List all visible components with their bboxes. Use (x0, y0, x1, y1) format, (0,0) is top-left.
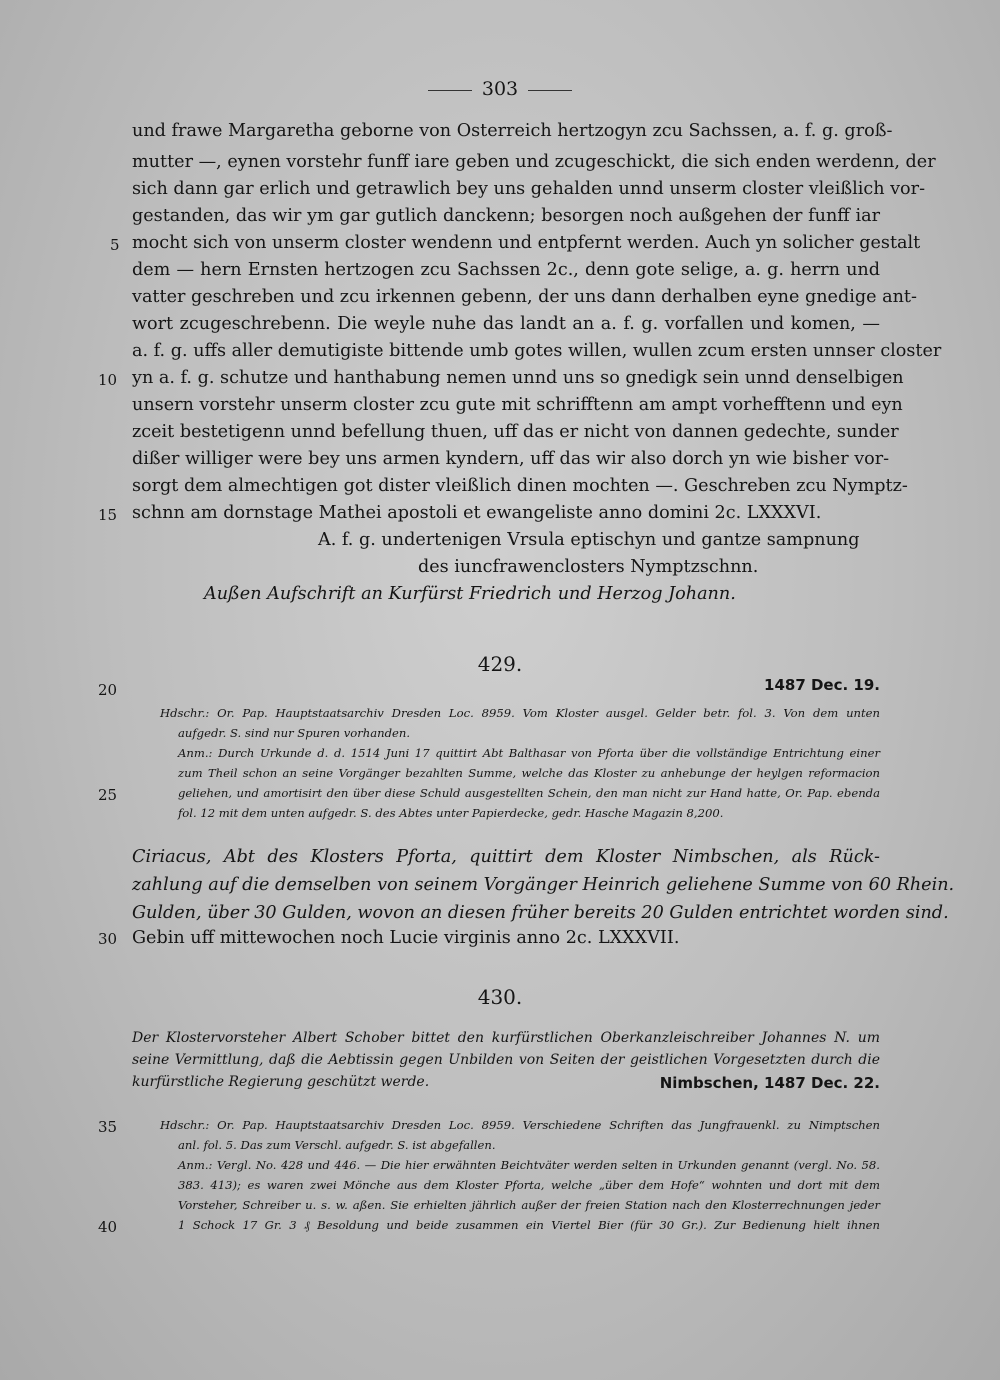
body-line: mocht sich von unserm closter wendenn und entpfernt werden. Auch yn solicher gestalt (132, 233, 921, 253)
body-line: mutter —, eynen vorstehr funff iare geben und zcugeschickt, die sich enden werdenn, der (132, 152, 936, 172)
rule-right (528, 90, 572, 91)
body-line: unsern vorstehr unserm closter zcu gute mit schrifftenn am ampt vorhefftenn und eyn (132, 395, 903, 415)
document-number-429: 429. (477, 652, 523, 676)
body-line: schnn am dornstage Mathei apostoli et ewangeliste anno domini 2c. LXXXVI. (132, 503, 822, 523)
document-place-date-430: Nimbschen, 1487 Dec. 22. (659, 1074, 880, 1092)
regest-line: zahlung auf die demselben von seinem Vorgänger Heinrich geliehene Summe von 60 Rhein. (132, 875, 955, 895)
signature-line: A. f. g. undertenigen Vrsula eptischyn und gantze sampnung (318, 530, 860, 550)
regest-line: Gulden, über 30 Gulden, wovon an diesen früher bereits 20 Gulden entrichtet worden sind. (132, 903, 949, 923)
address-line: Außen Aufschrift an Kurfürst Friedrich und Herzog Johann. (204, 584, 736, 604)
archive-note: Hdschr.: Or. Pap. Hauptstaatsarchiv Dresden Loc. 8959. Verschiedene Schriften das Jungfrauenkl. zu Nimptschen (160, 1118, 880, 1132)
annotation-note: Anm.: Durch Urkunde d. d. 1514 Juni 17 quittirt Abt Balthasar von Pforta über die vollständige Entrichtung einer (178, 746, 880, 760)
body-line: a. f. g. uffs aller demutigiste bittende umb gotes willen, wullen zcum ersten unnser closter (132, 341, 942, 361)
line-number: 30 (98, 930, 118, 948)
annotation-note: zum Theil schon an seine Vorgänger bezahlten Summe, welche das Kloster zu anhebunge der heylgen reformacion (178, 766, 880, 780)
body-line: sich dann gar erlich und getrawlich bey uns gehalden unnd unserm closter vleißlich vor- (132, 179, 926, 199)
line-number: 25 (98, 786, 118, 804)
annotation-note: geliehen, und amortisirt den über diese Schuld ausgestellten Schein, den man nicht zur Hand hatte, Or. Pap. ebenda (178, 786, 880, 800)
body-line: zceit bestetigenn unnd befellung thuen, uff das er nicht von dannen gedechte, sunder (132, 422, 899, 442)
regest-line: seine Vermittlung, daß die Aebtissin gegen Unbilden von Seiten der geistlichen Vorgesetzten durch die (132, 1052, 880, 1068)
annotation-note: fol. 12 mit dem unten aufgedr. S. des Abtes unter Papierdecke, gedr. Hasche Magazin 8,200. (178, 806, 724, 820)
archive-note: Hdschr.: Or. Pap. Hauptstaatsarchiv Dresden Loc. 8959. Vom Kloster ausgel. Gelder betr. fol. 3. Von dem unten (160, 706, 880, 720)
line-number: 10 (98, 371, 118, 389)
body-line: gestanden, das wir ym gar gutlich danckenn; besorgen noch außgehen der funff iar (132, 206, 880, 226)
document-number-430: 430. (477, 985, 523, 1009)
body-line: wort zcugeschrebenn. Die weyle nuhe das landt an a. f. g. vorfallen und komen, — (132, 314, 880, 334)
body-line: vatter geschreben und zcu irkennen gebenn, der uns dann derhalben eyne gnedige ant- (132, 287, 917, 307)
closing-line: Gebin uff mittewochen noch Lucie virginis anno 2c. LXXXVII. (132, 928, 680, 948)
line-number: 35 (98, 1118, 118, 1136)
body-line: sorgt dem almechtigen got dister vleißlich dinen mochten —. Geschreben zcu Nymptz- (132, 476, 908, 496)
signature-line: des iuncfrawenclosters Nymptzschnn. (418, 557, 759, 577)
line-number: 20 (98, 681, 118, 699)
body-line: yn a. f. g. schutze und hanthabung nemen unnd uns so gnedigk sein unnd denselbigen (132, 368, 904, 388)
document-date-429: 1487 Dec. 19. (764, 676, 880, 694)
line-number: 15 (98, 506, 118, 524)
annotation-note: 1 Schock 17 Gr. 3 ₰ Besoldung und beide zusammen ein Viertel Bier (für 30 Gr.). Zur Bedienung hielt ihnen (178, 1218, 880, 1232)
body-line: dißer williger were bey uns armen kyndern, uff das wir also dorch yn wie bisher vor- (132, 449, 890, 469)
body-line: dem — hern Ernsten hertzogen zcu Sachssen 2c., denn gote selige, a. g. herrn und (132, 260, 880, 280)
page-number-text: 303 (481, 78, 519, 100)
regest-line: Ciriacus, Abt des Klosters Pforta, quittirt dem Kloster Nimbschen, als Rück- (132, 847, 880, 867)
annotation-note: Anm.: Vergl. No. 428 und 446. — Die hier erwähnten Beichtväter werden selten in Urkunden genannt (vergl. No. 58. (178, 1158, 880, 1172)
body-line: und frawe Margaretha geborne von Osterreich hertzogyn zcu Sachssen, a. f. g. groß- (132, 121, 893, 141)
annotation-note: Vorsteher, Schreiber u. s. w. aßen. Sie erhielten jährlich außer der freien Station nach den Klosterrechnungen jeder (178, 1198, 880, 1212)
archive-note: anl. fol. 5. Das zum Verschl. aufgedr. S. ist abgefallen. (178, 1138, 496, 1152)
regest-line: Der Klostervorsteher Albert Schober bittet den kurfürstlichen Oberkanzleischreiber Johannes N. um (132, 1030, 880, 1046)
rule-left (428, 90, 472, 91)
annotation-note: 383. 413); es waren zwei Mönche aus dem Kloster Pforta, welche „über dem Hofe“ wohnten und dort mit dem (178, 1178, 880, 1192)
archive-note: aufgedr. S. sind nur Spuren vorhanden. (178, 726, 411, 740)
line-number: 40 (98, 1218, 118, 1236)
regest-line: kurfürstliche Regierung geschützt werde. (132, 1074, 430, 1090)
page-number (0, 78, 1000, 100)
line-number: 5 (110, 236, 120, 254)
